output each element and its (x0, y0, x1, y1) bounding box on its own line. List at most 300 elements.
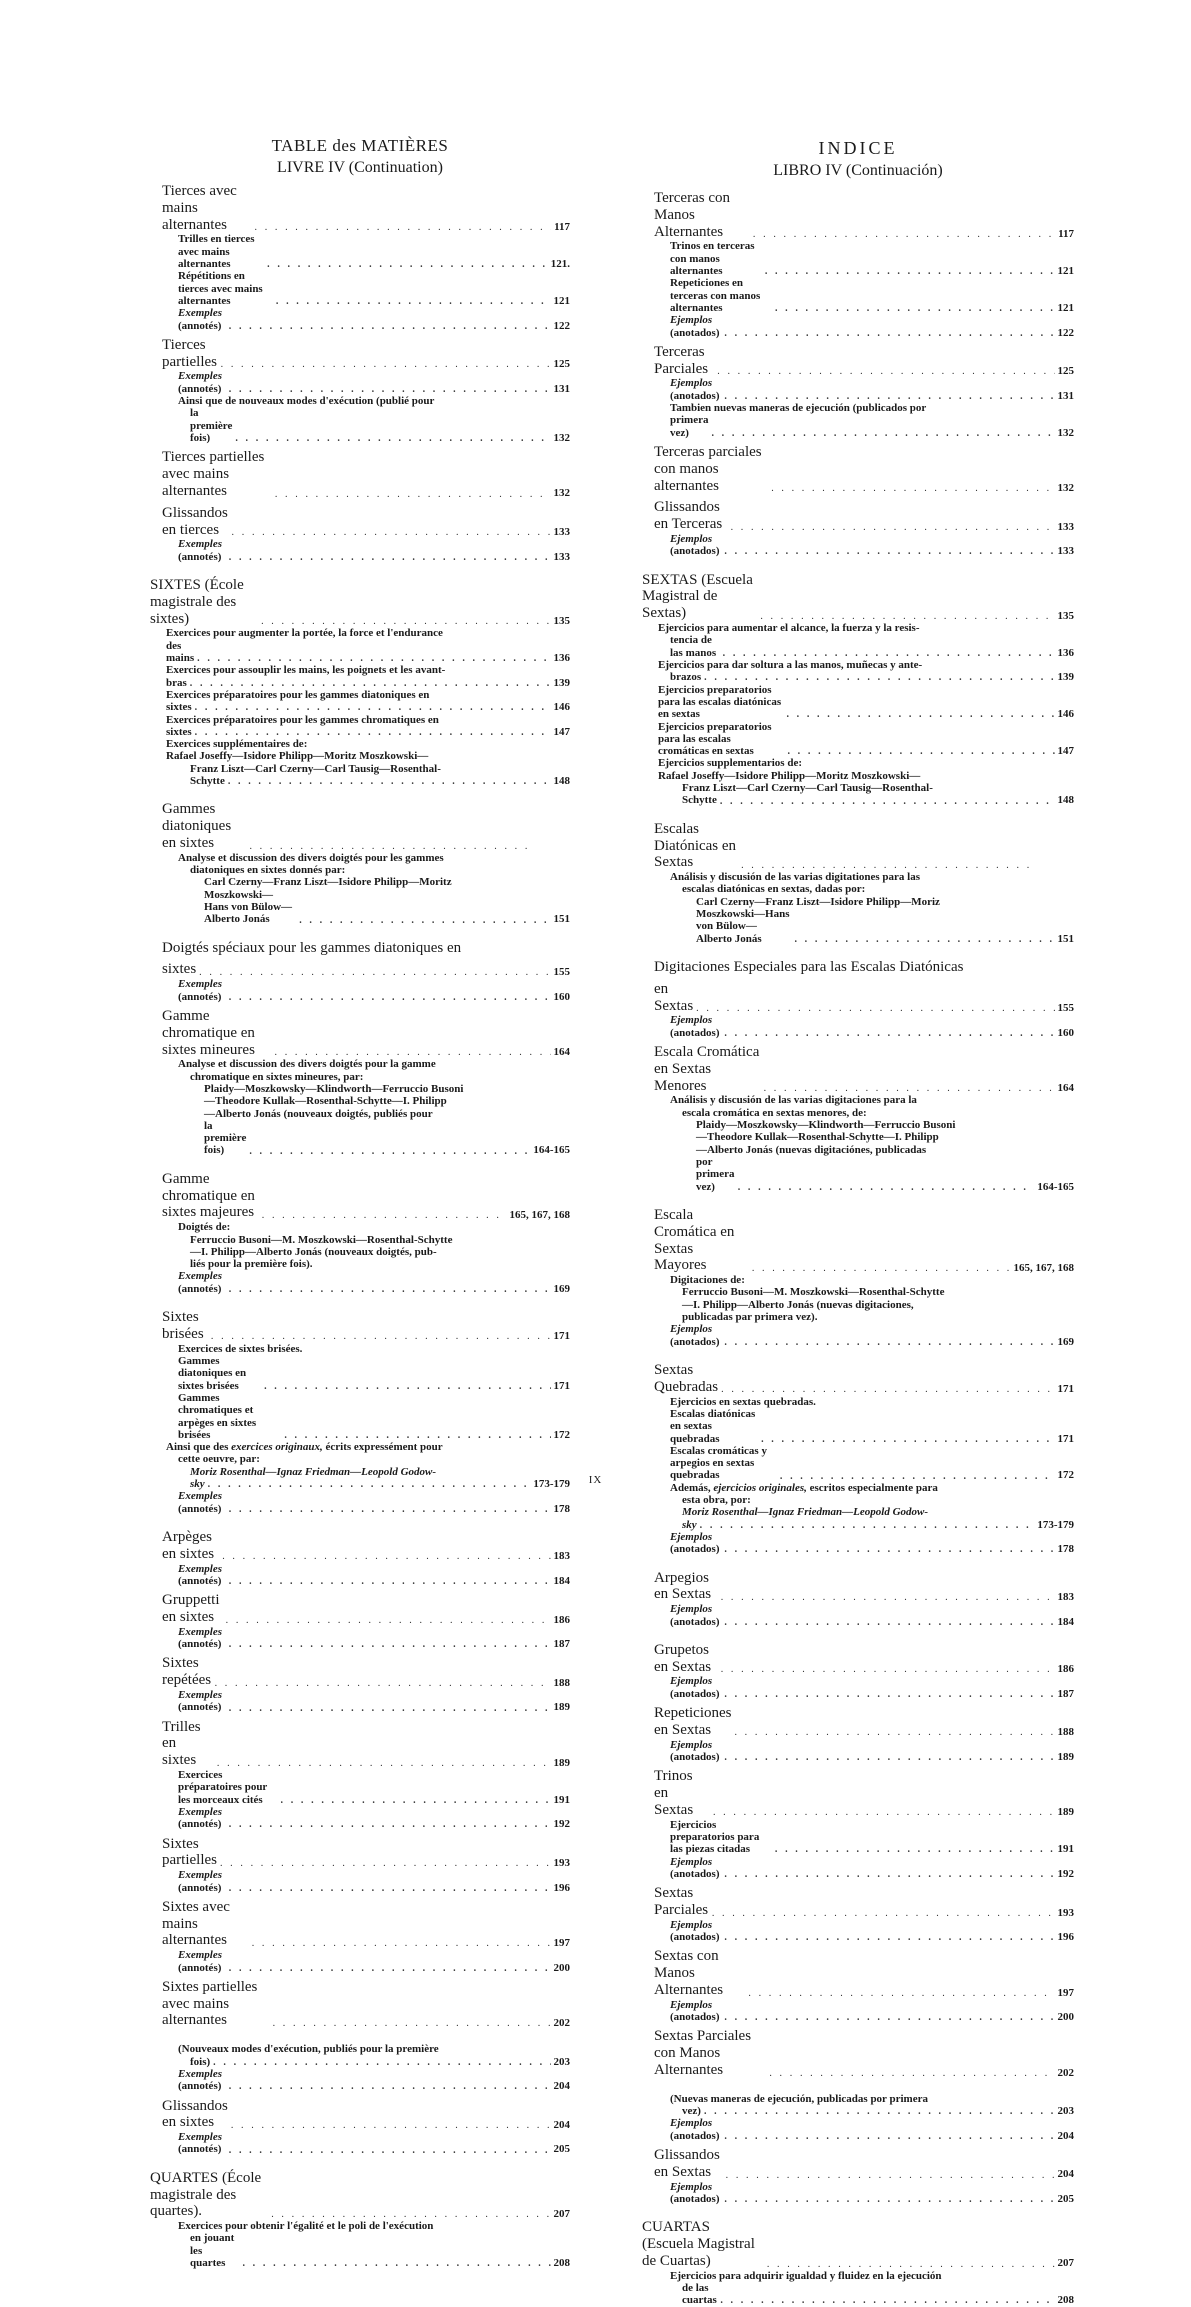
toc-entry-title: Exercices pour assouplir les mains, les poignets et les avant- (166, 664, 446, 677)
toc-entry (642, 1999, 1074, 2024)
dot-leader (717, 366, 1054, 377)
toc-entry-title: —I. Philipp—Alberto Jonás (nouveaux doigtés, pub- (190, 1245, 437, 1258)
toc-entry (642, 1856, 1074, 1881)
toc-entry (150, 2068, 570, 2093)
toc-entry-title: des mains (166, 639, 195, 664)
toc-entry (150, 876, 570, 888)
dot-leader (711, 428, 1054, 439)
toc-entry (150, 1869, 570, 1894)
dot-leader (724, 1617, 1054, 1628)
dot-leader (215, 1678, 551, 1689)
page-ref: 151 (553, 913, 570, 926)
dot-leader (229, 1284, 551, 1295)
toc-entry-title: Repeticiones en Sextas (654, 1705, 732, 1738)
examples-note: (anotados) (670, 389, 720, 402)
toc-entry (642, 871, 1074, 883)
page-ref: 171 (1057, 1383, 1074, 1396)
toc-entry-title (670, 1323, 721, 1348)
page-ref: 148 (553, 775, 570, 788)
dot-leader (726, 2170, 1055, 2181)
toc-entry-title: bras (166, 676, 187, 689)
toc-entry-title: Sextas con Manos Alternantes (654, 1948, 724, 1999)
toc-entry (642, 684, 1074, 721)
toc-entry (642, 1156, 1074, 1193)
toc-entry-title: Rafael Joseffy—Isidore Philipp—Moritz Moszkowski— (166, 750, 429, 763)
toc-entry-title: Doigtés spéciaux pour les gammes diatoniques en (162, 939, 462, 956)
toc-entry (642, 414, 1074, 439)
page-ref: 125 (1057, 365, 1074, 378)
toc-entry (150, 677, 570, 689)
page-ref: 139 (1057, 671, 1074, 684)
toc-entry (642, 1286, 1074, 1298)
dot-leader (213, 2057, 550, 2068)
page-ref: 172 (553, 1428, 570, 1441)
page-ref: 155 (553, 965, 570, 978)
page-ref: 205 (553, 2143, 570, 2156)
examples-label: Exemples (178, 978, 222, 991)
toc-entry-title: Escalas diatónicas en sextas quebradas (670, 1407, 756, 1445)
page-ref: 121 (553, 294, 570, 307)
toc-entry (150, 1108, 570, 1120)
dot-leader (724, 2194, 1054, 2205)
page-ref: 171 (553, 1379, 570, 1392)
page-ref: 125 (553, 358, 570, 371)
toc-entry-title: Analyse et discussion des divers doigtés pour la gamme (178, 1058, 436, 1071)
toc-entry-title: diatoniques en sixtes donnés par: (190, 864, 346, 877)
entry-text-italic: sky (682, 1518, 697, 1531)
toc-entry (150, 505, 570, 539)
toc-entry (150, 1979, 570, 2029)
toc-entry-title: Tierces partielles avec mains alternantes (162, 449, 265, 499)
examples-label: Ejemplos (670, 2180, 713, 2193)
examples-label: Exemples (178, 538, 222, 551)
toc-entry (150, 2220, 570, 2232)
examples-label: Ejemplos (670, 1323, 713, 1336)
examples-note: (annotés) (178, 1701, 222, 1714)
page-ref: 203 (553, 2055, 570, 2068)
dot-leader (226, 1615, 551, 1626)
page-ref: 132 (1057, 482, 1074, 495)
dot-leader (199, 967, 550, 978)
toc-entry-title: Exercices préparatoires pour les gammes chromatiques en (166, 713, 439, 726)
toc-entry-title: Terceras parciales con manos alternantes (654, 444, 762, 494)
toc-entry (642, 1919, 1074, 1944)
examples-label: Ejemplos (670, 1531, 713, 1543)
dot-leader (262, 1210, 507, 1221)
toc-entry-title: SEXTAS (Escuela Magistral de Sextas) (642, 571, 753, 622)
toc-entry (642, 572, 1074, 622)
toc-entry (150, 1221, 570, 1233)
toc-entry (150, 1949, 570, 1974)
toc-entry-title: Ejercicios para aumentar el alcance, la fuerza y la resis- (658, 622, 920, 635)
dot-leader (229, 2081, 551, 2092)
toc-entry (150, 307, 570, 332)
dot-leader (713, 1807, 1055, 1818)
toc-entry (150, 2043, 570, 2055)
page-ref: 171 (553, 1330, 570, 1343)
dot-leader (767, 2259, 1055, 2270)
toc-entry (642, 1642, 1074, 1676)
page-ref: 193 (1057, 1906, 1074, 1919)
examples-label: Exemples (178, 2131, 222, 2144)
toc-entry-title (670, 2181, 721, 2206)
toc-entry-title (178, 1949, 226, 1974)
toc-entry-title: Tierces partielles (162, 336, 217, 370)
toc-entry-title: SIXTES (École magistrale des sixtes) (150, 576, 244, 627)
toc-entry-title: CUARTAS (Escuela Magistral de Cuartas) (642, 2219, 755, 2269)
dot-leader (720, 796, 1055, 807)
toc-entry (150, 689, 570, 701)
toc-entry (150, 270, 570, 307)
toc-entry (150, 1008, 570, 1058)
dot-leader (786, 709, 1054, 720)
examples-note: (annotés) (178, 550, 222, 563)
toc-entry (642, 770, 1074, 782)
entry-text-suffix: escritos especialmente para (806, 1481, 938, 1494)
toc-entry-title: Sixtes partielles avec mains alternantes (162, 1978, 258, 2029)
toc-entry-title: Doigtés de: (178, 1221, 231, 1234)
toc-entry-title (682, 1519, 697, 1531)
toc-entry-title: vez) (682, 2105, 701, 2118)
page-ref: 197 (553, 1936, 570, 1949)
page-ref: 160 (1057, 1026, 1074, 1039)
toc-entry-title: Sixtes brisées (162, 1309, 204, 1342)
toc-entry-title: Sixtes partielles (162, 1835, 217, 1869)
toc-entry (150, 449, 570, 499)
page-ref: 148 (1057, 794, 1074, 807)
page-ref: 139 (553, 676, 570, 689)
dot-leader (229, 1703, 551, 1714)
examples-note: (annotés) (178, 1961, 222, 1974)
toc-entry-title: Trilles en sixtes (162, 1718, 201, 1769)
toc-entry-title: Ejercicios preparatorios para las escalas diatónicas en sextas (658, 683, 782, 721)
toc-entry-title: esta obra, por: (682, 1494, 751, 1507)
dot-leader (721, 1664, 1055, 1675)
toc-entry (642, 1094, 1074, 1106)
toc-entry (642, 1768, 1074, 1818)
dot-leader (252, 1938, 551, 1949)
toc-entry-title: Exercices de sixtes brisées. (178, 1342, 303, 1355)
toc-entry-title: —Alberto Jonás (nuevas digitaciónes, publicadas (696, 1143, 927, 1156)
toc-entry-title: Análisis y discusión de las varias digitaciones para la (670, 1094, 917, 1107)
examples-note: (anotados) (670, 1687, 720, 1700)
toc-entry (150, 1719, 570, 1769)
toc-entry-title: Digitaciones de: (670, 1274, 745, 1287)
dot-leader (264, 1381, 550, 1392)
dot-leader (771, 483, 1054, 494)
toc-entry-title: la première fois) (190, 407, 233, 445)
toc-entry-title: Trilles en tierces avec mains alternantes (178, 233, 255, 271)
toc-entry-title (178, 1626, 226, 1651)
toc-column-french (150, 136, 570, 2269)
toc-entry-title: Exercices pour obtenir l'égalité et le poli de l'exécution (178, 2220, 434, 2233)
dot-leader (281, 1795, 551, 1806)
toc-entry-title: Gamme chromatique en sixtes mineures (162, 1007, 255, 1058)
page-ref: 173-179 (533, 1478, 570, 1491)
examples-note: (anotados) (670, 2129, 720, 2142)
toc-entry (150, 714, 570, 726)
toc-entry-title: Exercices supplémentaires de: (166, 738, 308, 751)
toc-entry-title: sixtes (166, 725, 192, 738)
toc-entry-title: de las cuartas (682, 2282, 717, 2307)
toc-entry-title: QUARTES (École magistrale des quartes). (150, 2169, 262, 2220)
toc-entry (150, 1258, 570, 1270)
dot-leader (229, 1963, 551, 1974)
toc-entry-title: Gammes chromatiques et arpèges en sixtes brisées (178, 1391, 257, 1441)
examples-label: Exemples (178, 1689, 222, 1702)
toc-entry-title: Trinos en terceras con manos alternantes (670, 240, 755, 278)
toc-entry-title (670, 314, 721, 339)
toc-entry (642, 1494, 1074, 1506)
dot-leader (724, 1869, 1054, 1880)
toc-entry-title: Ejercicios en sextas quebradas. (670, 1395, 816, 1408)
toc-entry (150, 940, 570, 957)
toc-entry-title (670, 1739, 721, 1764)
toc-entry (150, 1899, 570, 1949)
dot-leader (734, 1727, 1054, 1738)
toc-entry-title (178, 2068, 226, 2093)
toc-entry-title: Répétitions en tierces avec mains alternantes (178, 270, 263, 307)
toc-entry (642, 1299, 1074, 1311)
toc-entry (150, 1071, 570, 1083)
toc-entries (150, 183, 570, 2269)
toc-entry (150, 738, 570, 750)
page-ref: 169 (553, 1282, 570, 1295)
toc-entry-title (682, 1506, 928, 1518)
toc-entry-title: Gammes diatoniques en sixtes (162, 801, 232, 852)
dot-leader (229, 1576, 551, 1587)
toc-title: TABLE des MATIÈRES (271, 136, 449, 155)
toc-entry-title: sixtes (162, 961, 197, 978)
toc-entry (150, 538, 570, 563)
page-ref: 183 (553, 1550, 570, 1563)
toc-entry-title: brazos (670, 671, 702, 684)
dot-leader (299, 915, 550, 926)
toc-entry (150, 701, 570, 713)
page-ref: 187 (553, 1638, 570, 1651)
toc-entry (150, 1120, 570, 1157)
page-ref: 117 (1058, 228, 1074, 241)
toc-entry-title: Gammes diatoniques en sixtes brisées (178, 1354, 247, 1392)
toc-entry-title: Escala Cromática en Sextas Mayores (654, 1206, 735, 1274)
page-ref: 132 (553, 487, 570, 500)
toc-entry-title: primera vez) (670, 414, 709, 439)
page-ref: 121. (550, 258, 570, 271)
dot-leader (195, 702, 551, 713)
toc-entry (150, 1234, 570, 1246)
toc-entry-title (670, 1999, 721, 2024)
toc-entry (642, 1885, 1074, 1919)
toc-entry-title: en Sextas (654, 980, 694, 1014)
dot-leader (724, 546, 1054, 557)
entry-text-prefix: Además, (670, 1481, 714, 1494)
page-ref: 186 (553, 1613, 570, 1626)
toc-entry-title: Ferruccio Busoni—M. Moszkowski—Rosenthal-Schytte (682, 1286, 945, 1299)
toc-entry (150, 1058, 570, 1070)
toc-entry (150, 407, 570, 444)
page-ref: 192 (1057, 1867, 1074, 1880)
examples-label: Ejemplos (670, 1918, 713, 1931)
toc-entry-title (178, 1689, 226, 1714)
page-ref: 133 (553, 550, 570, 563)
page-ref: 165, 167, 168 (1013, 1261, 1074, 1274)
toc-entry (642, 277, 1074, 314)
examples-label: Exemples (178, 2067, 222, 2080)
toc-entry-title: Gruppetti en sixtes (162, 1592, 220, 1626)
toc-entry-title: Terceras con Manos Alternantes (654, 190, 730, 240)
page-ref: 207 (553, 2207, 570, 2220)
examples-note: (anotados) (670, 1867, 720, 1880)
entry-text-prefix: Ainsi que des (166, 1441, 232, 1454)
toc-entry (642, 1014, 1074, 1039)
examples-note: (anotados) (670, 2193, 720, 2206)
toc-entry-title: Ejercicios preparatorios para las piezas citadas (670, 1818, 760, 1856)
examples-label: Ejemplos (670, 1998, 713, 2011)
toc-entry-title (178, 307, 226, 332)
toc-entry (642, 883, 1074, 895)
dot-leader (197, 653, 550, 664)
toc-entry-title: Digitaciones Especiales para las Escalas Diatónicas (654, 959, 964, 975)
toc-entry (642, 782, 1074, 794)
toc-entry-title: Ainsi que de nouveaux modes d'exécution (publié pour (178, 395, 435, 408)
dot-leader (775, 303, 1055, 314)
toc-entry-title: Tierces avec mains alternantes (162, 183, 237, 233)
toc-entry-title: Análisis y discusión de las varias digitationes para las (670, 871, 920, 884)
examples-label: Exemples (178, 1490, 222, 1503)
page-ref: 187 (1057, 1687, 1074, 1700)
page-ref: 147 (1057, 745, 1074, 758)
toc-entries (642, 190, 1074, 2307)
dot-leader (229, 1819, 551, 1830)
dot-leader (724, 1337, 1054, 1348)
toc-entry (642, 1119, 1074, 1131)
entry-text-italic: exercices originaux, (231, 1441, 323, 1454)
toc-entry-title: Glissandos en Sextas (654, 2147, 720, 2180)
dot-leader (190, 678, 551, 689)
toc-entry-title (670, 1919, 721, 1944)
toc-entry (150, 1171, 570, 1221)
toc-entry-title (178, 978, 226, 1003)
toc-entry-title: Franz Liszt—Carl Czerny—Carl Tausig—Rosenthal- (682, 782, 933, 795)
examples-label: Exemples (178, 1869, 222, 1882)
dot-leader (775, 1844, 1055, 1855)
page-ref: 164 (553, 1045, 570, 1058)
toc-entry (642, 1705, 1074, 1739)
dot-leader (724, 1544, 1054, 1555)
page-ref: 192 (553, 1818, 570, 1831)
toc-entry (642, 1311, 1074, 1323)
examples-note: (anotados) (670, 1615, 720, 1628)
examples-note: (anotados) (670, 1543, 720, 1556)
toc-entry (642, 1274, 1074, 1286)
toc-entry (150, 2232, 570, 2269)
toc-entry-title (166, 1441, 443, 1453)
toc-entry-title: Arpèges en sixtes (162, 1529, 215, 1562)
toc-entry (150, 395, 570, 407)
page-ref: 205 (1057, 2193, 1074, 2206)
toc-entry-title: Tambien nuevas maneras de ejecución (publicados por (670, 402, 927, 415)
page-ref: 133 (553, 526, 570, 539)
entry-text-italic: sky (190, 1478, 205, 1491)
page-ref: 178 (1057, 1543, 1074, 1556)
dot-leader (704, 2106, 1055, 2117)
examples-label: Ejemplos (670, 533, 713, 546)
toc-entry-title: Analyse et discussion des divers doigtés pour les gammes (178, 851, 444, 864)
toc-entry (642, 1819, 1074, 1856)
toc-entry (150, 726, 570, 738)
page-ref: 172 (1057, 1469, 1074, 1482)
toc-entry (642, 377, 1074, 402)
toc-entry-title: Sextas Quebradas (654, 1361, 719, 1395)
entry-text-suffix: écrits expressément pour (322, 1441, 443, 1454)
toc-entry (150, 961, 570, 978)
toc-entry (642, 499, 1074, 533)
dot-leader (228, 776, 551, 787)
toc-entry-title: Sixtes repétées (162, 1655, 212, 1689)
page-ref: 164-165 (1037, 1180, 1074, 1193)
toc-entry-title: Moszkowski—Hans von Bülow—Alberto Jonás (204, 888, 293, 926)
toc-entry-title: la première fois) (204, 1119, 247, 1157)
dot-leader (721, 1592, 1055, 1603)
toc-entry-title (178, 1490, 226, 1515)
page-ref: 184 (553, 1574, 570, 1587)
toc-entry (642, 2093, 1074, 2105)
toc-entry (150, 337, 570, 371)
dot-leader (769, 2068, 1054, 2079)
dot-leader (752, 1263, 1011, 1274)
toc-entry (150, 1689, 570, 1714)
examples-label: Exemples (178, 1625, 222, 1638)
toc-entry-title (178, 1270, 226, 1295)
dot-leader (229, 1883, 551, 1894)
examples-label: Exemples (178, 1562, 222, 1575)
toc-entry (150, 1592, 570, 1626)
dot-leader (748, 1988, 1054, 1999)
dot-leader (724, 1752, 1054, 1763)
dot-leader (724, 2131, 1054, 2142)
toc-entry-title: Rafael Joseffy—Isidore Philipp—Moritz Moszkowski— (658, 769, 921, 782)
toc-entry-title (178, 2131, 226, 2156)
toc-entry-title: (Nuevas maneras de ejecución, publicadas por primera (670, 2092, 928, 2105)
toc-entry (150, 2170, 570, 2220)
entry-text-italic: Moriz Rosenthal—Ignaz Friedman—Leopold Godow- (682, 1506, 929, 1519)
toc-entry-title (670, 533, 721, 558)
page-ref: 191 (1057, 1843, 1074, 1856)
toc-entry-title (670, 377, 721, 402)
toc-entry (150, 775, 570, 787)
dot-leader (794, 934, 1054, 945)
page-ref: 173-179 (1037, 1518, 1074, 1531)
toc-entry (150, 370, 570, 395)
toc-entry-title (178, 1806, 226, 1831)
toc-entry (150, 2056, 570, 2068)
toc-entry-title: Carl Czerny—Franz Liszt—Isidore Philipp—Moriz (696, 895, 940, 908)
dot-leader (195, 727, 551, 738)
toc-entry-title: —Theodore Kullak—Rosenthal-Schytte—I. Philipp (696, 1131, 939, 1144)
page-ref: 208 (1057, 2294, 1074, 2307)
page-ref: 146 (553, 701, 570, 714)
examples-note: (anotados) (670, 1750, 720, 1763)
toc-entry-title (670, 1856, 721, 1881)
examples-note: (anotados) (670, 1335, 720, 1348)
toc-entry-title: —Theodore Kullak—Rosenthal-Schytte—I. Philipp (204, 1095, 447, 1108)
page-ref: 202 (1057, 2066, 1074, 2079)
page-ref: 165, 167, 168 (509, 1208, 570, 1221)
page-ref: 184 (1057, 1615, 1074, 1628)
examples-note: (annotés) (178, 1638, 222, 1651)
page-number: IX (588, 1474, 603, 1486)
page-ref: 135 (553, 615, 570, 628)
